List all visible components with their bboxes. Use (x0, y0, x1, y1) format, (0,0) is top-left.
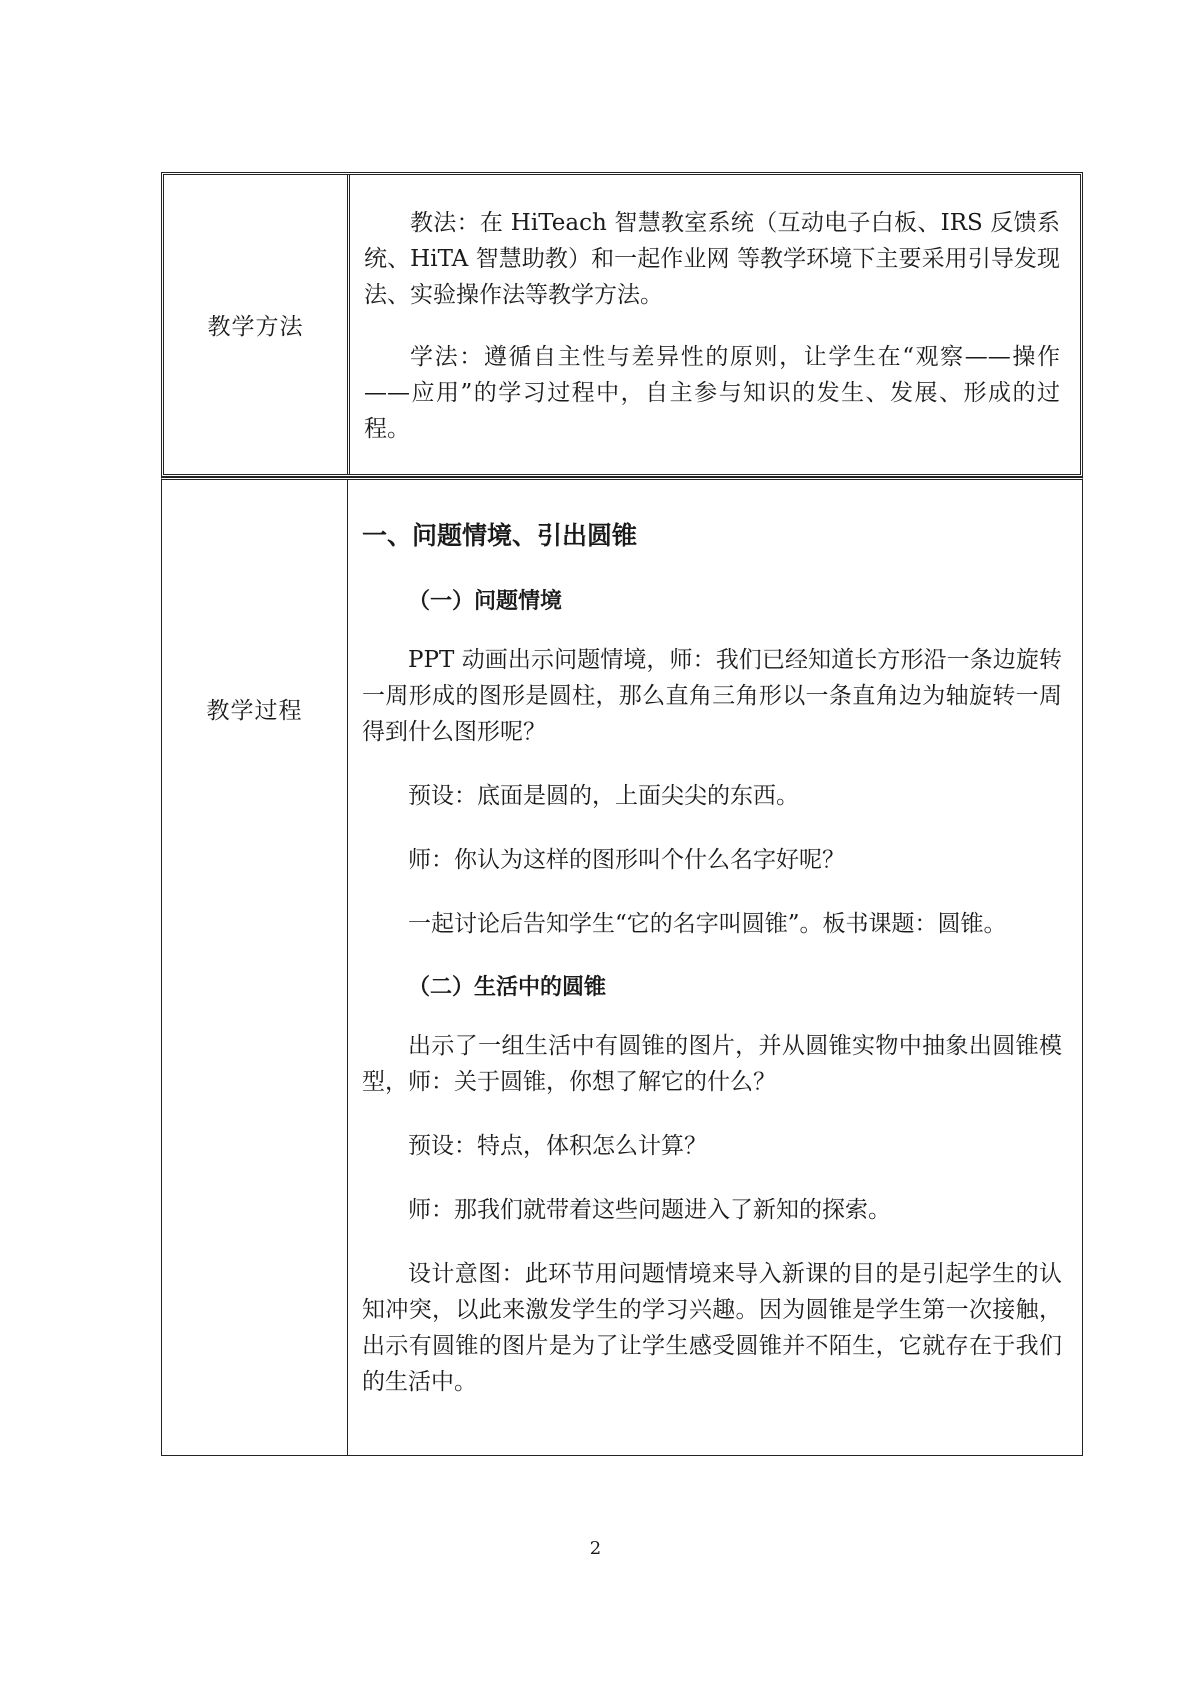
teaching-process-content (348, 480, 1082, 1455)
section-title-cones-in-life: （二）生活中的圆锥 (408, 975, 607, 1000)
paragraph: 一起讨论后告知学生“它的名字叫圆锥”。板书课题：圆锥。 (408, 911, 1007, 937)
paragraph: 预设：底面是圆的，上面尖尖的东西。 (408, 783, 799, 809)
teaching-process-label: 教学过程 (162, 480, 348, 1455)
page-number: 2 (589, 1538, 602, 1559)
teaching-methods-row (161, 172, 1083, 477)
process-heading: 一、问题情境、引出圆锥 (362, 521, 638, 550)
teaching-method-paragraph: 教法：在 HiTeach 智慧教室系统（互动电子白板、IRS 反馈系统、HiTA 智慧助教）和一起作业网 等教学环境下主要采用引导发现法、实验操作法等教学方法。 (364, 210, 1060, 308)
paragraph: 出示了一组生活中有圆锥的图片，并从圆锥实物中抽象出圆锥模型，师：关于圆锥，你想了解它的什么？ (362, 1033, 1062, 1095)
paragraph: 师：你认为这样的图形叫个什么名字好呢？ (408, 847, 845, 873)
learning-method-paragraph: 学法：遵循自主性与差异性的原则，让学生在“观察——操作——应用”的学习过程中，自主参与知识的发生、发展、形成的过程。 (364, 344, 1060, 442)
paragraph: 师：那我们就带着这些问题进入了新知的探索。 (408, 1197, 891, 1223)
teaching-process-row (161, 477, 1083, 1456)
teaching-methods-content (350, 175, 1080, 474)
design-intent-paragraph: 设计意图：此环节用问题情境来导入新课的目的是引起学生的认知冲突，以此来激发学生的学习兴趣。因为圆锥是学生第一次接触，出示有圆锥的图片是为了让学生感受圆锥并不陌生，它就存在于我们的生活中。 (362, 1261, 1062, 1395)
paragraph: PPT 动画出示问题情境，师：我们已经知道长方形沿一条边旋转一周形成的图形是圆柱，那么直角三角形以一条直角边为轴旋转一周得到什么图形呢？ (362, 647, 1062, 745)
section-title-problem-situation: （一）问题情境 (408, 589, 563, 614)
paragraph: 预设：特点，体积怎么计算？ (408, 1133, 707, 1159)
teaching-methods-label: 教学方法 (164, 175, 350, 474)
